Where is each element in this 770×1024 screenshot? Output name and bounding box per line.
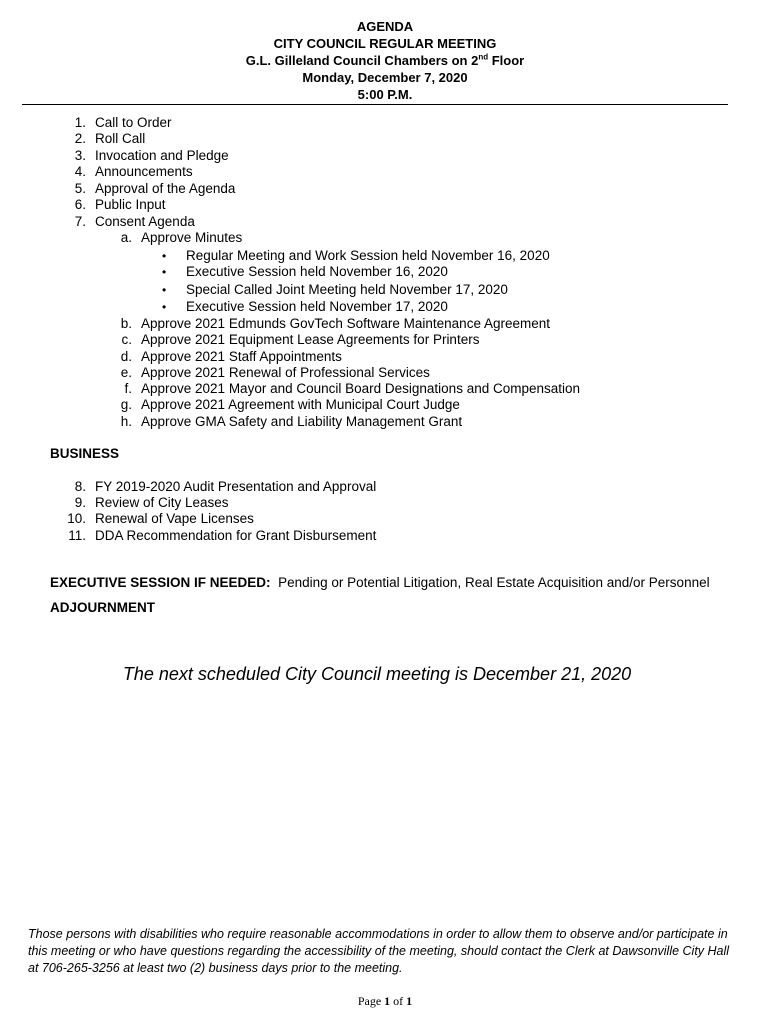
item-number: 3. bbox=[74, 148, 86, 163]
adjournment-heading: ADJOURNMENT bbox=[50, 600, 156, 615]
consent-item: Approve 2021 Mayor and Council Board Designations and Compensation bbox=[141, 381, 581, 396]
business-item: FY 2019-2020 Audit Presentation and Approval bbox=[95, 479, 377, 494]
consent-item: Approve GMA Safety and Liability Management Grant bbox=[141, 414, 463, 429]
subitem-letter: e. bbox=[120, 365, 132, 380]
business-item: DDA Recommendation for Grant Disbursement bbox=[95, 528, 377, 543]
item-number: 4. bbox=[74, 164, 86, 179]
subitem-letter: h. bbox=[120, 414, 132, 429]
next-meeting-notice: The next scheduled City Council meeting is December 21, 2020 bbox=[122, 664, 632, 684]
agenda-header bbox=[0, 18, 770, 103]
executive-session bbox=[50, 575, 710, 592]
item-number: 6. bbox=[74, 197, 86, 212]
meeting-location: G.L. Gilleland Council Chambers on 2nd Floor bbox=[245, 52, 525, 68]
bullet-icon: • bbox=[162, 300, 167, 314]
agenda-title: AGENDA bbox=[356, 19, 414, 34]
meeting-time: 5:00 P.M. bbox=[357, 87, 413, 102]
item-number: 11. bbox=[68, 528, 86, 543]
meeting-date: Monday, December 7, 2020 bbox=[302, 70, 468, 85]
minutes-item: Regular Meeting and Work Session held November 16, 2020 bbox=[186, 248, 550, 263]
agenda-item: Roll Call bbox=[95, 131, 146, 146]
header-divider bbox=[22, 104, 728, 105]
business-item: Renewal of Vape Licenses bbox=[95, 511, 254, 526]
agenda-item: Consent Agenda bbox=[95, 214, 195, 229]
item-number: 10. bbox=[67, 511, 86, 526]
consent-item: Approve 2021 Edmunds GovTech Software Maintenance Agreement bbox=[141, 316, 550, 331]
agenda-item: Invocation and Pledge bbox=[95, 148, 229, 163]
consent-item: Approve 2021 Agreement with Municipal Court Judge bbox=[141, 397, 460, 412]
executive-session-text: Pending or Potential Litigation, Real Estate Acquisition and/or Personnel bbox=[278, 575, 710, 590]
bullet-icon: • bbox=[162, 283, 167, 297]
minutes-item: Special Called Joint Meeting held November 17, 2020 bbox=[186, 282, 508, 297]
subitem-letter: b. bbox=[120, 316, 132, 331]
subitem-letter: c. bbox=[121, 332, 132, 347]
executive-session-label: EXECUTIVE SESSION IF NEEDED: bbox=[50, 575, 271, 590]
item-number: 9. bbox=[74, 495, 86, 510]
agenda-item: Call to Order bbox=[95, 115, 172, 130]
subitem-letter: d. bbox=[120, 349, 132, 364]
consent-item: Approve 2021 Equipment Lease Agreements for Printers bbox=[141, 332, 480, 347]
agenda-item: Public Input bbox=[95, 197, 166, 212]
business-heading: BUSINESS bbox=[50, 446, 120, 461]
item-number: 2. bbox=[74, 131, 86, 146]
page-number: Page 1 of 1 bbox=[357, 994, 413, 1008]
agenda-item: Announcements bbox=[95, 164, 193, 179]
bullet-icon: • bbox=[162, 249, 167, 263]
business-item: Review of City Leases bbox=[95, 495, 229, 510]
subitem-letter: a. bbox=[120, 230, 132, 245]
subitem-letter: g. bbox=[120, 397, 132, 412]
consent-item: Approve Minutes bbox=[141, 230, 243, 245]
accessibility-notice: Those persons with disabilities who require reasonable accommodations in order to allow them to observe and/or participate in this meeting or who have questions regarding the accessibility of the meeting, should contact the Clerk at Dawsonville City Hall at 706-265-3256 at least two (2) business days prior to the meeting. bbox=[28, 927, 730, 975]
item-number: 8. bbox=[74, 479, 86, 494]
item-number: 7. bbox=[74, 214, 86, 229]
subitem-letter: f. bbox=[124, 381, 132, 396]
bullet-icon: • bbox=[162, 265, 167, 279]
consent-item: Approve 2021 Renewal of Professional Services bbox=[141, 365, 430, 380]
consent-item: Approve 2021 Staff Appointments bbox=[141, 349, 342, 364]
minutes-item: Executive Session held November 17, 2020 bbox=[186, 299, 448, 314]
item-number: 5. bbox=[74, 181, 86, 196]
item-number: 1. bbox=[74, 115, 86, 130]
meeting-name: CITY COUNCIL REGULAR MEETING bbox=[273, 36, 497, 51]
minutes-item: Executive Session held November 16, 2020 bbox=[186, 264, 448, 279]
agenda-item: Approval of the Agenda bbox=[95, 181, 236, 196]
